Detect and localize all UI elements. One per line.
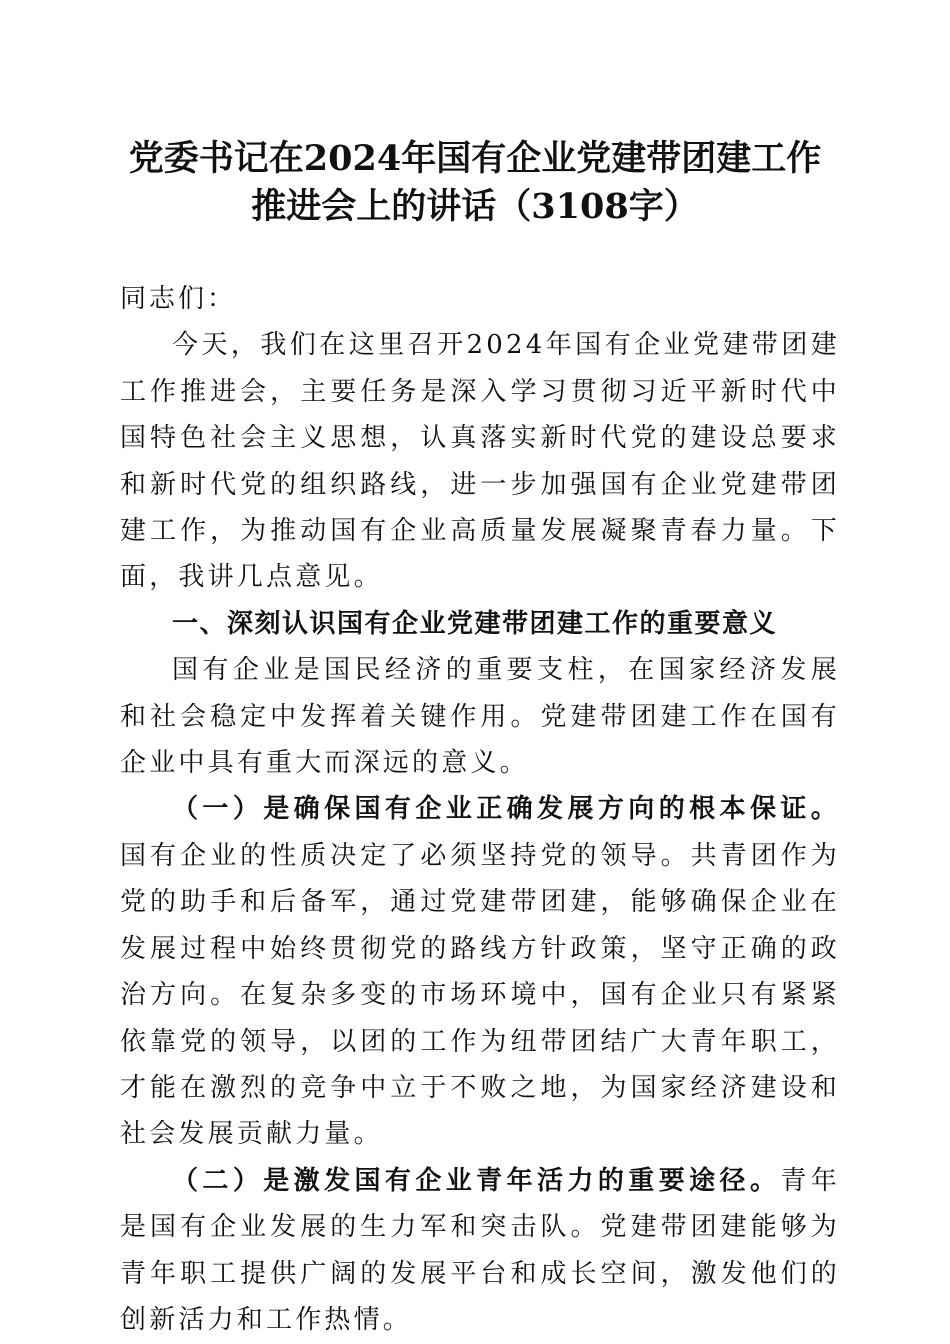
title-line-1: 党委书记在2024年国有企业党建带团建工作 [128, 138, 822, 179]
point-1-paragraph [120, 786, 840, 1157]
title-line-2: 推进会上的讲话（3108字） [251, 186, 699, 227]
section-1-paragraph: 国有企业是国民经济的重要支柱，在国家经济发展和社会稳定中发挥着关键作用。党建带团建工作在国有企业中具有重大而深远的意义。 [120, 655, 840, 779]
point-2-paragraph [120, 1158, 840, 1344]
point-2-text: 青年是国有企业发展的生力军和突击队。党建带团建能够为青年职工提供广阔的发展平台和成长空间，激发他们的创新活力和工作热情。 [120, 1165, 840, 1335]
salutation: 同志们： [120, 284, 237, 314]
point-2-lead: （二）是激发国有企业青年活力的重要途径。 [172, 1165, 781, 1196]
document-body [120, 276, 840, 1343]
section-1-heading: 一、深刻认识国有企业党建带团建工作的重要意义 [172, 608, 778, 639]
intro-paragraph: 今天，我们在这里召开2024年国有企业党建带团建工作推进会，主要任务是深入学习贯彻习近平新时代中国特色社会主义思想，认真落实新时代党的建设总要求和新时代党的组织路线，进一步加强国有企业党建带团建工作，为推动国有企业高质量发展凝聚青春力量。下面，我讲几点意见。 [120, 330, 840, 593]
point-1-lead: （一）是确保国有企业正确发展方向的根本保证。 [172, 794, 840, 825]
point-1-text: 国有企业的性质决定了必须坚持党的领导。共青团作为党的助手和后备军，通过党建带团建，能够确保企业在发展过程中始终贯彻党的路线方针政策，坚守正确的政治方向。在复杂多变的市场环境中，国有企业只有紧紧依靠党的领导，以团的工作为纽带团结广大青年职工，才能在激烈的竞争中立于不败之地，为国家经济建设和社会发展贡献力量。 [120, 840, 840, 1150]
